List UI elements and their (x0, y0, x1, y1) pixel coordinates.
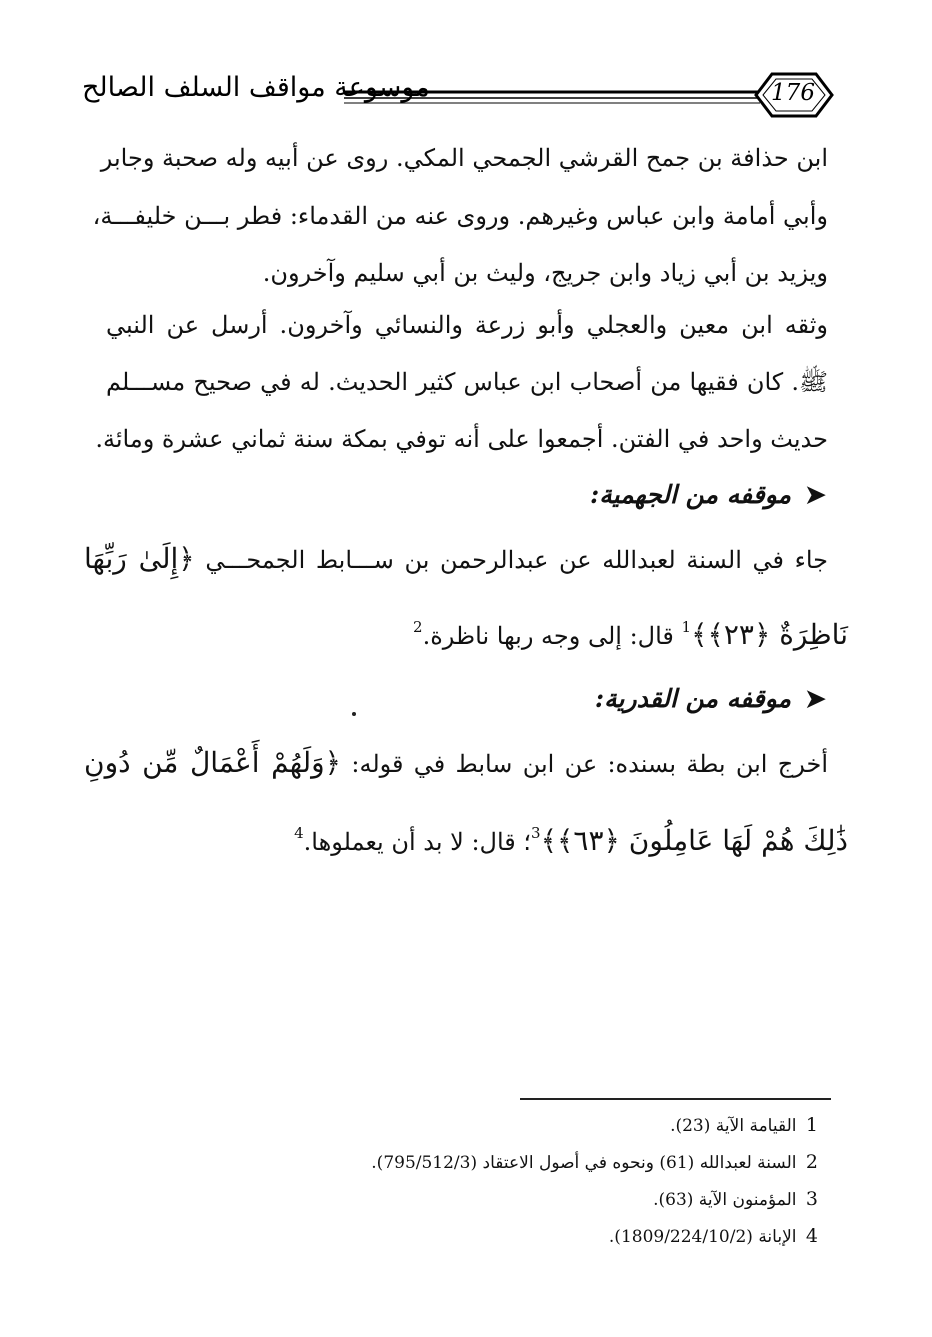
footnote-number: 4 (805, 1225, 818, 1247)
footnote (609, 1225, 818, 1248)
footnote-text: الإبانة (1809/224/10/2). (608, 1227, 797, 1247)
footnote-ref: 1 (681, 618, 692, 636)
footnote-text: القيامة الآية (23). (670, 1116, 797, 1136)
footnote-ref: 2 (413, 618, 423, 636)
footnote-ref: 4 (294, 824, 304, 842)
arrowhead-left-icon: ➤ (805, 684, 826, 713)
footnote-number: 2 (805, 1151, 818, 1173)
footnote-number: 3 (805, 1188, 818, 1210)
quran-verse: ذَٰلِكَ هُمْ لَهَا عَامِلُونَ ﴿٦٣﴾﴾ (540, 824, 848, 857)
text-fragment: أخرج ابن بطة بسنده: عن ابن سابط في قوله: (351, 750, 828, 778)
page-number: 176 (771, 80, 815, 106)
heading-text: موقفه من القدرية: (594, 684, 792, 713)
text-line (84, 748, 828, 779)
footnote (670, 1114, 818, 1137)
quran-verse: نَاظِرَةٌ ﴿٢٣﴾﴾ (691, 618, 848, 651)
text-line: ويزيد بن أبي زياد وابن جريج، وليث بن أبي سليم وآخرون. (262, 259, 828, 287)
text-line (84, 544, 828, 575)
text-line: وثقه ابن معين والعجلي وأبو زرعة والنسائي وآخرون. أرسل عن النبي (106, 311, 828, 339)
quran-verse: ﴿وَلَهُمْ أَعْمَالٌ مِّن دُونِ (84, 746, 342, 779)
text-line (294, 818, 848, 857)
section-heading-qadariyya (595, 684, 826, 714)
text-line: ابن حذافة بن جمح القرشي الجمحي المكي. روى عن أبيه وله صحبة وجابر (100, 144, 828, 172)
footnote-text: السنة لعبدالله (61) ونحوه في أصول الاعتقاد (795/512/3). (371, 1153, 797, 1173)
footnote-ref: 3 (531, 824, 541, 842)
footnote (653, 1188, 818, 1211)
series-title: موسوعة مواقف السلف الصالح (82, 72, 430, 103)
page-header (82, 66, 834, 124)
footnote-number: 1 (805, 1114, 818, 1136)
footnote (371, 1151, 818, 1174)
text-line: وأبي أمامة وابن عباس وغيرهم. وروى عنه من القدماء: فطر بـــن خليفـــة، (92, 202, 828, 230)
section-heading-jahmiyya (590, 480, 826, 510)
text-fragment: جاء في السنة لعبدالله عن عبدالرحمن بن ســـابط الجمحـــي (205, 546, 828, 574)
text-fragment: ؛ قال: لا بد أن يعملوها. (303, 828, 532, 856)
text-line: حديث واحد في الفتن. أجمعوا على أنه توفي بمكة سنة ثماني عشرة ومائة. (95, 425, 828, 453)
footnote-text: المؤمنون الآية (63). (653, 1190, 797, 1210)
text-line (413, 612, 848, 651)
quran-verse: ﴿إِلَىٰ رَبِّهَا (84, 542, 195, 575)
heading-text: موقفه من الجهمية: (590, 480, 792, 509)
arrowhead-left-icon: ➤ (805, 480, 826, 509)
text-line: ﷺ. كان فقيها من أصحاب ابن عباس كثير الحديث. له في صحيح مســـلم (106, 368, 828, 396)
footnote-separator (520, 1098, 831, 1100)
text-fragment: قال: إلى وجه ربها ناظرة. (422, 622, 682, 650)
stray-mark (352, 712, 356, 716)
